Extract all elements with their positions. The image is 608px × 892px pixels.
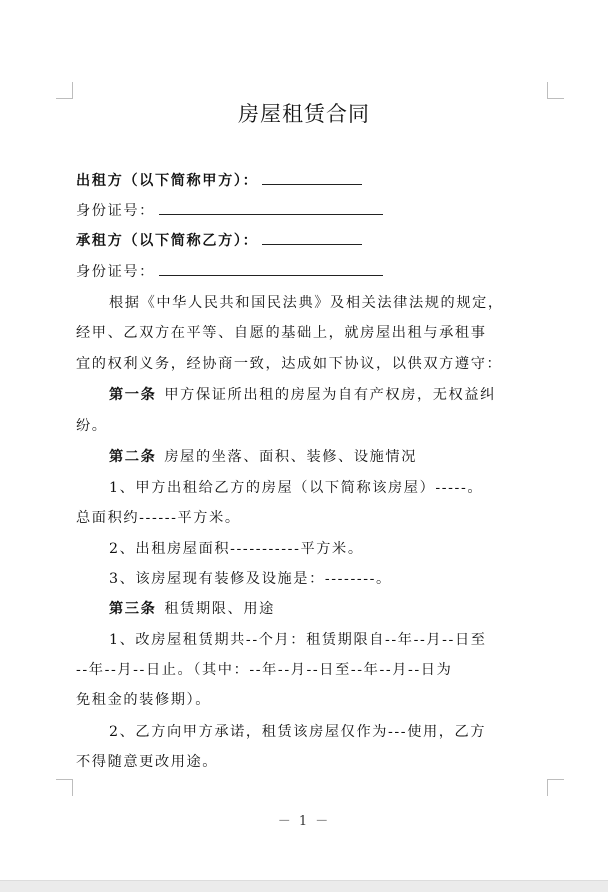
page-number: － 1 －: [277, 814, 331, 829]
lessor-id-line: [76, 200, 548, 220]
lessor-id-blank[interactable]: [159, 202, 383, 215]
lessee-id-blank[interactable]: [159, 263, 383, 276]
lessee-label: 承租方（以下简称乙方）：: [76, 233, 259, 249]
article-2-item-2: 2、出租房屋面积-----------平方米。: [109, 541, 364, 557]
margin-mark-bottom-left: [56, 779, 73, 796]
lessee-blank[interactable]: [262, 232, 362, 245]
intro-line: 经甲、乙双方在平等、自愿的基础上，就房屋出租与承租事: [76, 325, 487, 341]
article-2-heading: 第二条: [109, 449, 157, 465]
article-2-line: [109, 446, 549, 466]
document-title: 房屋租赁合同: [238, 102, 370, 126]
article-3-heading: 第三条: [109, 601, 157, 617]
margin-mark-bottom-right: [547, 779, 564, 796]
viewer-bottom-bar: [0, 880, 608, 892]
intro-line: 根据《中华人民共和国民法典》及相关法律法规的规定，: [109, 295, 504, 311]
article-1-heading: 第一条: [109, 387, 157, 403]
lessor-blank[interactable]: [262, 172, 362, 185]
article-2-item-3: 3、该房屋现有装修及设施是：--------。: [109, 571, 392, 587]
article-3-item-1: 1、改房屋租赁期共--个月：租赁期限自--年--月--日至: [109, 632, 487, 648]
lessor-id-label: 身份证号：: [76, 203, 155, 219]
article-2-item-1: 1、甲方出租给乙方的房屋（以下简称该房屋）-----。: [109, 480, 484, 496]
margin-mark-top-left: [56, 82, 73, 99]
article-1-line: [109, 384, 549, 404]
article-3-item-1-continuation: 免租金的装修期）。: [76, 692, 211, 708]
article-3-line: [109, 598, 549, 618]
article-3-text: 租赁期限、用途: [164, 601, 275, 617]
lessor-label: 出租方（以下简称甲方）：: [76, 173, 259, 189]
lessor-line: [76, 170, 548, 190]
lessee-id-line: [76, 261, 548, 281]
article-3-item-2: 2、乙方向甲方承诺，租赁该房屋仅作为---使用，乙方: [109, 724, 487, 740]
intro-line: 宜的权利义务，经协商一致，达成如下协议，以供双方遵守：: [76, 356, 503, 372]
lessee-line: [76, 230, 548, 250]
article-3-item-2-continuation: 不得随意更改用途。: [76, 754, 219, 770]
article-3-item-1-continuation: --年--月--日止。（其中：--年--月--日至--年--月--日为: [76, 662, 453, 678]
article-1-text: 甲方保证所出租的房屋为自有产权房，无权益纠: [164, 387, 496, 403]
article-2-text: 房屋的坐落、面积、装修、设施情况: [164, 449, 417, 465]
article-1-continuation: 纷。: [76, 418, 108, 434]
article-2-item-1-continuation: 总面积约------平方米。: [76, 510, 241, 526]
margin-mark-top-right: [547, 82, 564, 99]
lessee-id-label: 身份证号：: [76, 264, 155, 280]
